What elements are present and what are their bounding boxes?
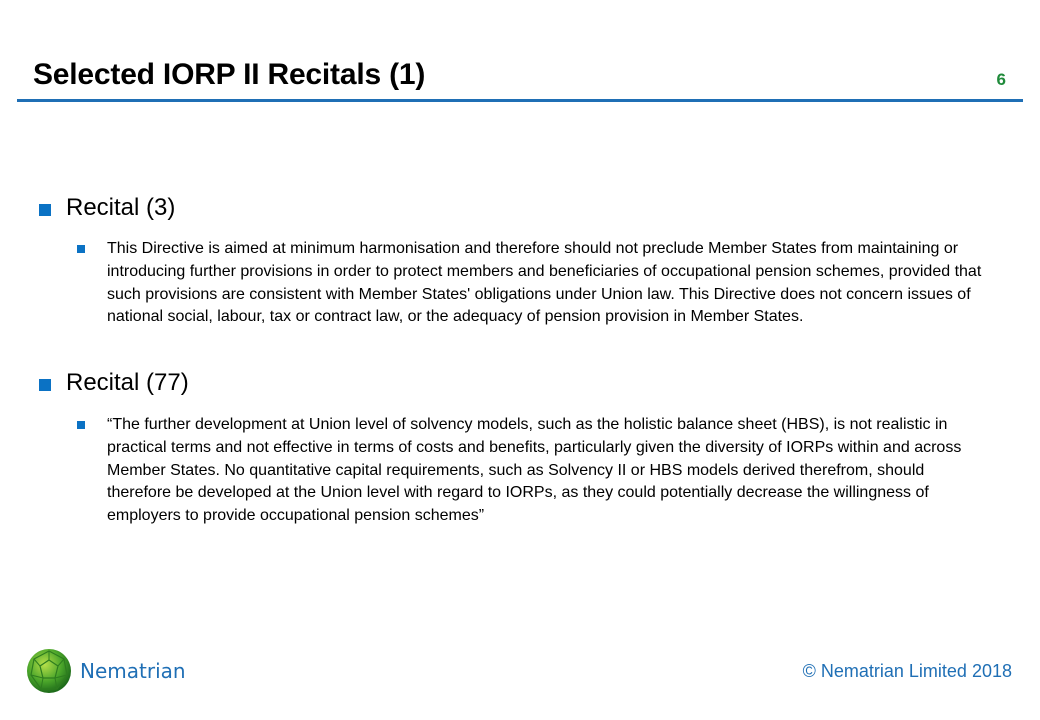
slide-title: Selected IORP II Recitals (1) [33, 58, 426, 91]
recital-heading: Recital (77) [66, 369, 189, 396]
nematrian-logo-icon [24, 646, 74, 696]
title-divider [17, 99, 1023, 102]
level1-bullet [39, 204, 51, 216]
recital-heading: Recital (3) [66, 194, 176, 221]
footer-brand: Nematrian [80, 659, 186, 683]
level2-bullet [77, 421, 85, 429]
recital-text: This Directive is aimed at minimum harmonisation and therefore should not preclude Member States from maintaining or introducing further provisions in order to protect members and beneficiaries of occupational pension schemes, provided that such provisions are consistent with Member States' obligations under Union law. This Directive does not concern issues of national social, labour, tax or contract law, or the adequacy of pension provision in Member States. [107, 240, 982, 326]
level1-bullet [39, 379, 51, 391]
slide-number: 6 [996, 70, 1006, 89]
level2-bullet [77, 245, 85, 253]
footer-copyright: © Nematrian Limited 2018 [802, 661, 1012, 681]
recital-text: “The further development at Union level of solvency models, such as the holistic balance sheet (HBS), is not realistic in practical terms and not effective in terms of costs and benefits, particularly given the diversity of IORPs within and across Member States. No quantitative capital requirements, such as Solvency II or HBS models derived therefrom, should therefore be developed at the Union level with regard to IORPs, as they could potentially decrease the willingness of employers to provide occupational pension schemes” [107, 416, 962, 525]
